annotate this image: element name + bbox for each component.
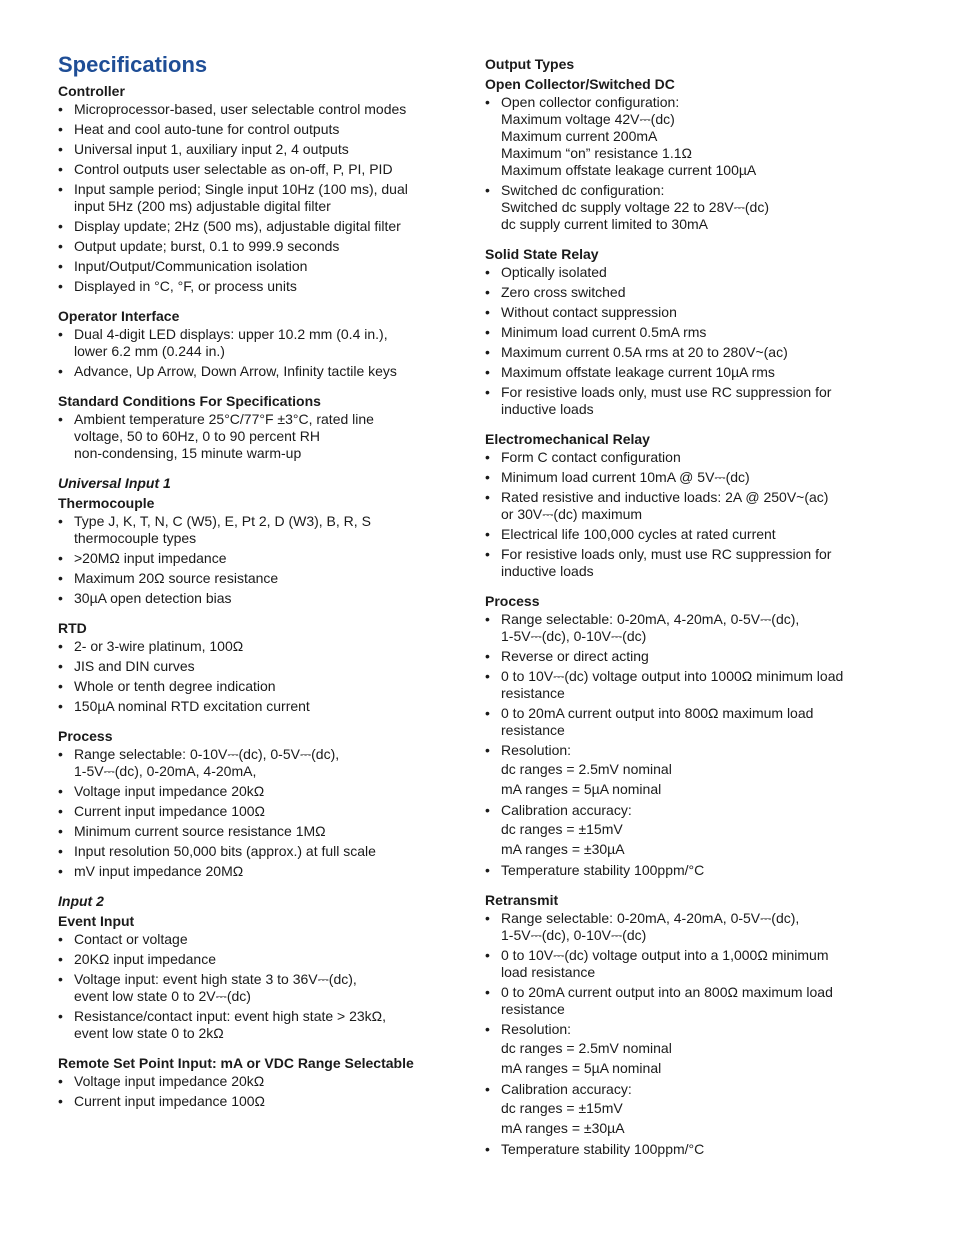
bullet: • (485, 742, 490, 758)
section-title: Thermocouple (58, 495, 155, 512)
bullet: • (485, 324, 490, 340)
spec-line: Calibration accuracy: (501, 802, 632, 818)
spec-list (58, 931, 438, 1042)
section-title: Solid State Relay (485, 246, 599, 262)
bullet: • (485, 469, 490, 485)
spec-line: Type J, K, T, N, C (W5), E, Pt 2, D (W3), B, R, S (74, 513, 371, 530)
spec-item (58, 1008, 438, 1042)
spec-item (485, 449, 880, 466)
page-title: Specifications (58, 52, 208, 77)
spec-section (485, 429, 880, 580)
section-gap (485, 583, 880, 591)
section-title: Standard Conditions For Specifications (58, 393, 321, 410)
spec-list (485, 264, 880, 418)
bullet: • (58, 971, 63, 988)
section-title: Operator Interface (58, 308, 180, 325)
spec-item (58, 181, 438, 215)
spec-item (485, 910, 880, 944)
spec-item (485, 469, 880, 486)
spec-line: Output update; burst, 0.1 to 999.9 seconds (74, 238, 340, 255)
section-title: Open Collector/Switched DC (485, 76, 675, 92)
spec-line: For resistive loads only, must use RC suppression for (501, 546, 832, 562)
spec-line: Maximum 20Ω source resistance (74, 570, 279, 587)
spec-line: mA ranges = ±30µA (501, 1120, 625, 1136)
spec-line: 1-5V⎓(dc), 0-10V⎓(dc) (501, 628, 647, 644)
spec-line: For resistive loads only, must use RC suppression for (501, 384, 832, 400)
bullet: • (485, 611, 490, 627)
spec-section (485, 890, 880, 1158)
spec-line: Voltage input impedance 20kΩ (74, 1073, 265, 1090)
spec-list (485, 611, 880, 879)
spec-item (58, 678, 438, 695)
spec-item (58, 411, 438, 462)
spec-line: 0 to 20mA current output into an 800Ω maximum load (501, 984, 833, 1000)
spec-item (58, 823, 438, 840)
spec-line: Temperature stability 100ppm/°C (501, 1141, 705, 1157)
spec-section (58, 473, 438, 607)
section-gap (58, 1045, 438, 1053)
spec-line: Maximum voltage 42V⎓(dc) (501, 111, 675, 127)
section-title: RTD (58, 620, 87, 637)
spec-line: load resistance (501, 964, 596, 980)
bullet: • (485, 364, 490, 380)
spec-item (485, 364, 880, 381)
spec-list (485, 449, 880, 580)
spec-item (485, 742, 880, 799)
spec-item (485, 94, 880, 179)
spec-line: >20MΩ input impedance (74, 550, 227, 567)
spec-item (58, 746, 438, 780)
spec-line: dc ranges = 2.5mV nominal (501, 1040, 672, 1056)
bullet: • (58, 843, 63, 860)
bullet: • (58, 218, 63, 235)
spec-list (58, 638, 438, 715)
spec-line: Switched dc configuration: (501, 182, 665, 198)
spec-item (485, 384, 880, 418)
spec-section (58, 306, 438, 380)
bullet: • (485, 1141, 490, 1157)
spec-line: or 30V⎓(dc) maximum (501, 506, 643, 522)
spec-item (58, 803, 438, 820)
bullet: • (485, 802, 490, 818)
spec-section (485, 54, 880, 233)
bullet: • (485, 862, 490, 878)
spec-section (58, 391, 438, 462)
spec-item (58, 658, 438, 675)
spec-line: lower 6.2 mm (0.244 in.) (74, 343, 225, 360)
spec-line: Displayed in °C, °F, or process units (74, 278, 297, 295)
bullet: • (58, 550, 63, 567)
group-heading: Universal Input 1 (58, 475, 171, 492)
spec-item (485, 802, 880, 859)
section-gap (58, 298, 438, 306)
spec-item (58, 931, 438, 948)
spec-line: Form C contact configuration (501, 449, 681, 465)
right-column (485, 54, 880, 1161)
spec-line: Range selectable: 0-20mA, 4-20mA, 0-5V⎓(dc), (501, 910, 800, 926)
spec-line: Without contact suppression (501, 304, 677, 320)
spec-item (58, 971, 438, 1005)
spec-line: 150µA nominal RTD excitation current (74, 698, 310, 715)
bullet: • (485, 304, 490, 320)
spec-list (485, 910, 880, 1158)
spec-item (58, 951, 438, 968)
spec-line: 0 to 10V⎓(dc) voltage output into 1000Ω minimum load (501, 668, 844, 684)
spec-item (58, 161, 438, 178)
spec-line: Resistance/contact input: event high state > 23kΩ, (74, 1008, 387, 1025)
spec-item (58, 101, 438, 118)
spec-item (485, 526, 880, 543)
spec-line: Range selectable: 0-10V⎓(dc), 0-5V⎓(dc), (74, 746, 340, 763)
spec-line: dc ranges = 2.5mV nominal (501, 761, 672, 777)
bullet: • (58, 803, 63, 820)
bullet: • (58, 326, 63, 343)
spec-list (485, 94, 880, 233)
bullet: • (58, 698, 63, 715)
bullet: • (485, 947, 490, 963)
spec-line: Voltage input: event high state 3 to 36V⎓(dc), (74, 971, 357, 988)
bullet: • (485, 284, 490, 300)
spec-line: Range selectable: 0-20mA, 4-20mA, 0-5V⎓(dc), (501, 611, 800, 627)
bullet: • (485, 94, 490, 110)
spec-item (58, 121, 438, 138)
spec-item (485, 546, 880, 580)
spec-list (58, 411, 438, 462)
bullet: • (58, 638, 63, 655)
spec-line: mV input impedance 20MΩ (74, 863, 244, 880)
bullet: • (58, 823, 63, 840)
spec-item (485, 324, 880, 341)
spec-line: Contact or voltage (74, 931, 188, 948)
bullet: • (485, 910, 490, 926)
bullet: • (58, 570, 63, 587)
spec-item (58, 1093, 438, 1110)
spec-item (485, 1021, 880, 1078)
bullet: • (485, 984, 490, 1000)
section-gap (485, 236, 880, 244)
spec-line: 2- or 3-wire platinum, 100Ω (74, 638, 244, 655)
spec-section (58, 726, 438, 880)
bullet: • (58, 181, 63, 198)
spec-item (485, 648, 880, 665)
spec-line: resistance (501, 1001, 565, 1017)
spec-line: Ambient temperature 25°C/77°F ±3°C, rated line (74, 411, 374, 428)
bullet: • (58, 161, 63, 178)
spec-line: Optically isolated (501, 264, 607, 280)
spec-section (485, 591, 880, 879)
spec-item (58, 698, 438, 715)
spec-item (58, 590, 438, 607)
spec-line: Input sample period; Single input 10Hz (100 ms), dual (74, 181, 408, 198)
section-gap (58, 610, 438, 618)
spec-line: JIS and DIN curves (74, 658, 195, 675)
spec-line: Zero cross switched (501, 284, 626, 300)
section-gap (485, 882, 880, 890)
spec-line: 20KΩ input impedance (74, 951, 217, 968)
spec-item (58, 843, 438, 860)
spec-line: Maximum current 0.5A rms at 20 to 280V~(ac) (501, 344, 788, 360)
spec-line: non-condensing, 15 minute warm-up (74, 445, 302, 462)
bullet: • (485, 546, 490, 562)
spec-line: Resolution: (501, 742, 572, 758)
spec-line: Minimum current source resistance 1MΩ (74, 823, 326, 840)
spec-line: Calibration accuracy: (501, 1081, 632, 1097)
bullet: • (485, 489, 490, 505)
spec-line: 0 to 10V⎓(dc) voltage output into a 1,000Ω minimum (501, 947, 829, 963)
bullet: • (485, 668, 490, 684)
spec-line: Universal input 1, auxiliary input 2, 4 outputs (74, 141, 349, 158)
right-sections (485, 54, 880, 1158)
spec-line: inductive loads (501, 401, 594, 417)
left-column (58, 52, 438, 1113)
section-title: Retransmit (485, 892, 559, 908)
spec-item (58, 278, 438, 295)
bullet: • (485, 344, 490, 360)
section-gap (58, 383, 438, 391)
spec-line: Maximum offstate leakage current 100µA (501, 162, 757, 178)
bullet: • (58, 258, 63, 275)
spec-line: dc ranges = ±15mV (501, 1100, 623, 1116)
spec-item (58, 363, 438, 380)
spec-line: 1-5V⎓(dc), 0-10V⎓(dc) (501, 927, 647, 943)
section-gap (58, 718, 438, 726)
bullet: • (58, 238, 63, 255)
spec-item (58, 258, 438, 275)
spec-item (485, 489, 880, 523)
section-title: Electromechanical Relay (485, 431, 650, 447)
spec-line: mA ranges = ±30µA (501, 841, 625, 857)
spec-line: Maximum offstate leakage current 10µA rms (501, 364, 775, 380)
spec-line: Current input impedance 100Ω (74, 1093, 266, 1110)
spec-item (485, 984, 880, 1018)
bullet: • (485, 449, 490, 465)
group-heading: Output Types (485, 56, 575, 72)
spec-line: 0 to 20mA current output into 800Ω maximum load (501, 705, 814, 721)
spec-section (58, 618, 438, 715)
section-gap (58, 883, 438, 891)
spec-list (58, 326, 438, 380)
group-heading: Input 2 (58, 893, 104, 910)
spec-line: event low state 0 to 2V⎓(dc) (74, 988, 251, 1005)
spec-line: Input/Output/Communication isolation (74, 258, 308, 275)
bullet: • (485, 705, 490, 721)
spec-item (485, 344, 880, 361)
bullet: • (58, 783, 63, 800)
spec-item (485, 264, 880, 281)
spec-line: Whole or tenth degree indication (74, 678, 276, 695)
bullet: • (58, 411, 63, 428)
spec-item (58, 570, 438, 587)
section-title: Process (485, 593, 540, 609)
section-title: Event Input (58, 913, 135, 930)
spec-item (485, 304, 880, 321)
spec-line: Current input impedance 100Ω (74, 803, 266, 820)
spec-item (58, 141, 438, 158)
bullet: • (58, 590, 63, 607)
spec-item (485, 668, 880, 702)
spec-line: dc ranges = ±15mV (501, 821, 623, 837)
spec-list (58, 513, 438, 607)
spec-line: Temperature stability 100ppm/°C (501, 862, 705, 878)
spec-section (58, 891, 438, 1042)
spec-line: Rated resistive and inductive loads: 2A @ 250V~(ac) (501, 489, 829, 505)
spec-line: dc supply current limited to 30mA (501, 216, 708, 232)
bullet: • (485, 526, 490, 542)
spec-section (485, 244, 880, 418)
spec-line: resistance (501, 722, 565, 738)
spec-line: Maximum “on” resistance 1.1Ω (501, 145, 692, 161)
spec-item (485, 182, 880, 233)
spec-item (485, 1141, 880, 1158)
section-title: Process (58, 728, 113, 745)
spec-line: Voltage input impedance 20kΩ (74, 783, 265, 800)
bullet: • (58, 141, 63, 158)
spec-line: Input resolution 50,000 bits (approx.) at full scale (74, 843, 376, 860)
spec-line: 30µA open detection bias (74, 590, 232, 607)
spec-item (485, 705, 880, 739)
spec-line: thermocouple types (74, 530, 197, 547)
spec-line: voltage, 50 to 60Hz, 0 to 90 percent RH (74, 428, 320, 445)
spec-item (58, 513, 438, 547)
spec-item (58, 1073, 438, 1090)
bullet: • (58, 746, 63, 763)
bullet: • (58, 363, 63, 380)
spec-section (58, 1053, 438, 1110)
section-title: Remote Set Point Input: mA or VDC Range Selectable (58, 1055, 414, 1072)
bullet: • (58, 863, 63, 880)
spec-list (58, 101, 438, 295)
bullet: • (58, 278, 63, 295)
spec-item (58, 863, 438, 880)
bullet: • (485, 264, 490, 280)
spec-line: Heat and cool auto-tune for control outputs (74, 121, 340, 138)
spec-line: mA ranges = 5µA nominal (501, 781, 662, 797)
spec-line: Open collector configuration: (501, 94, 680, 110)
section-gap (485, 421, 880, 429)
spec-line: Microprocessor-based, user selectable control modes (74, 101, 407, 118)
spec-line: resistance (501, 685, 565, 701)
bullet: • (485, 1021, 490, 1037)
spec-line: Switched dc supply voltage 22 to 28V⎓(dc) (501, 199, 769, 215)
bullet: • (58, 1073, 63, 1090)
bullet: • (58, 678, 63, 695)
bullet: • (485, 1081, 490, 1097)
spec-item (58, 218, 438, 235)
bullet: • (58, 101, 63, 118)
spec-line: Maximum current 200mA (501, 128, 658, 144)
spec-line: Reverse or direct acting (501, 648, 649, 664)
spec-item (58, 550, 438, 567)
spec-line: Display update; 2Hz (500 ms), adjustable digital filter (74, 218, 401, 235)
spec-list (58, 746, 438, 880)
section-title: Controller (58, 83, 125, 100)
bullet: • (58, 931, 63, 948)
bullet: • (485, 182, 490, 198)
spec-line: Control outputs user selectable as on-off, P, PI, PID (74, 161, 393, 178)
spec-item (58, 326, 438, 360)
bullet: • (58, 121, 63, 138)
bullet: • (58, 951, 63, 968)
spec-item (485, 862, 880, 879)
spec-item (485, 611, 880, 645)
spec-line: mA ranges = 5µA nominal (501, 1060, 662, 1076)
bullet: • (485, 648, 490, 664)
spec-line: inductive loads (501, 563, 594, 579)
bullet: • (58, 1093, 63, 1110)
spec-list (58, 1073, 438, 1110)
bullet: • (58, 1008, 63, 1025)
spec-line: Advance, Up Arrow, Down Arrow, Infinity tactile keys (74, 363, 397, 380)
spec-item (485, 284, 880, 301)
bullet: • (58, 513, 63, 530)
spec-line: Minimum load current 0.5mA rms (501, 324, 707, 340)
spec-section (58, 81, 438, 295)
spec-line: 1-5V⎓(dc), 0-20mA, 4-20mA, (74, 763, 257, 780)
bullet: • (58, 658, 63, 675)
spec-item (58, 638, 438, 655)
spec-line: Minimum load current 10mA @ 5V⎓(dc) (501, 469, 750, 485)
spec-line: Electrical life 100,000 cycles at rated current (501, 526, 776, 542)
spec-line: input 5Hz (200 ms) adjustable digital filter (74, 198, 331, 215)
spec-item (58, 783, 438, 800)
spec-line: event low state 0 to 2kΩ (74, 1025, 224, 1042)
spec-line: Resolution: (501, 1021, 572, 1037)
spec-item (485, 947, 880, 981)
spec-item (58, 238, 438, 255)
spec-item (485, 1081, 880, 1138)
section-gap (58, 465, 438, 473)
left-sections (58, 81, 438, 1110)
spec-line: Dual 4-digit LED displays: upper 10.2 mm (0.4 in.), (74, 326, 388, 343)
bullet: • (485, 384, 490, 400)
